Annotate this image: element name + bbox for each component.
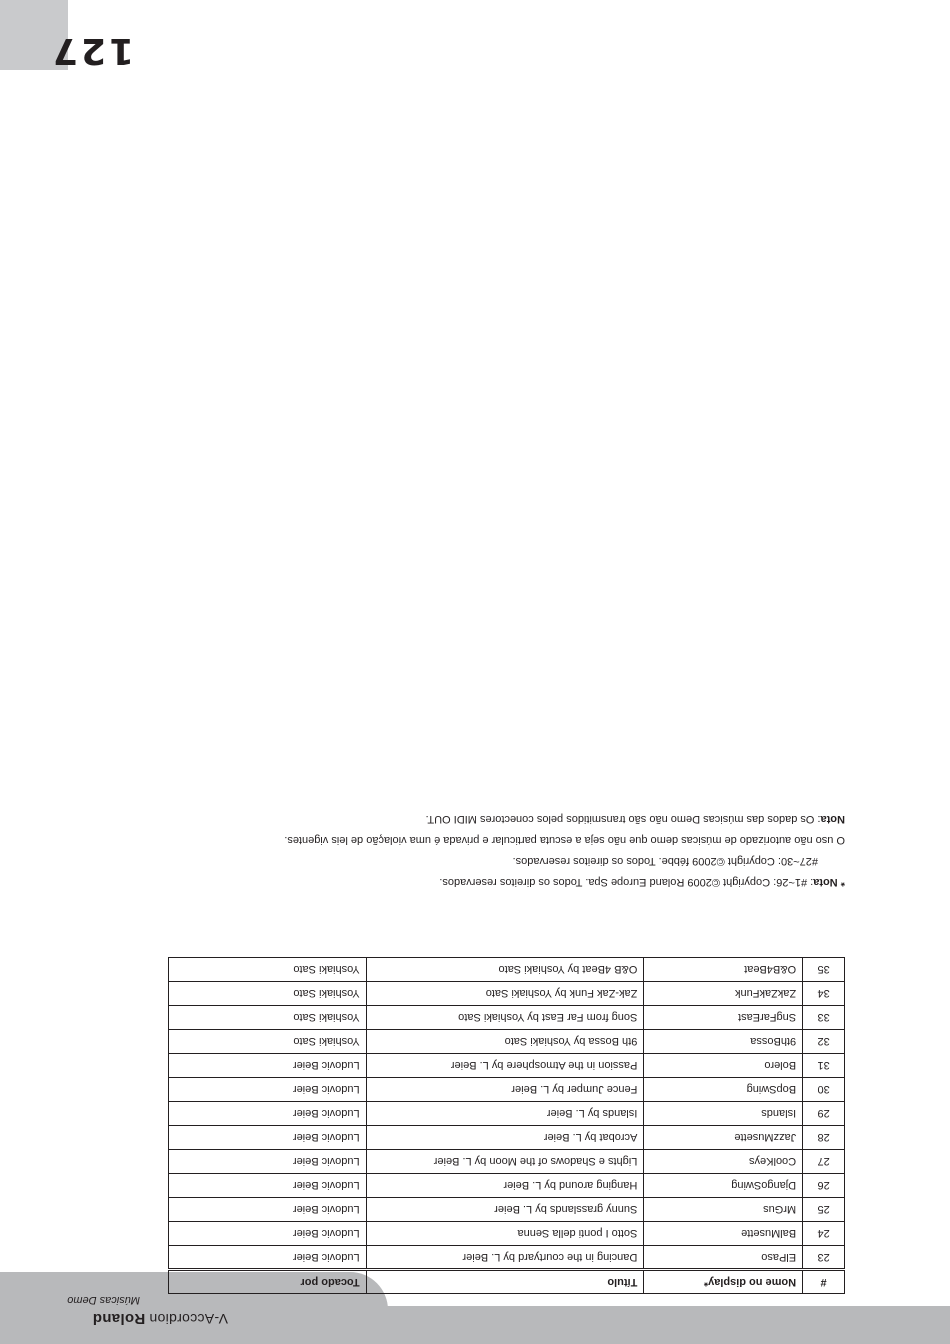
cell-title: Acrobat by L. Beier [366, 1126, 644, 1150]
cell-display-name: BalMusette [644, 1222, 803, 1246]
cell-title: Lights e Shadows of the Moon by L. Beier [366, 1150, 644, 1174]
cell-title: Song from Far East by Yoshiaki Sato [366, 1006, 644, 1030]
table-row [169, 1174, 845, 1198]
cell-player: Ludovic Beier [169, 1102, 367, 1126]
cell-display-name: CoolKeys [644, 1150, 803, 1174]
note-unauthorized-use: O uso não autorizado de músicas demo que não seja a escuta particular e privada é uma violação de leis vigentes. [284, 834, 845, 846]
cell-number: 27 [803, 1150, 845, 1174]
cell-title: Hanging around by L. Beier [366, 1174, 644, 1198]
table-row [169, 958, 845, 982]
cell-title: Islands by L. Beier [366, 1102, 644, 1126]
cell-player: Ludovic Beier [169, 1054, 367, 1078]
section-title: Músicas Demo [67, 1294, 140, 1306]
cell-display-name: JazzMusette [644, 1126, 803, 1150]
column-header-display-name: Nome no display* [644, 1270, 803, 1294]
cell-display-name: MrGus [644, 1198, 803, 1222]
cell-display-name: SngFarEast [644, 1006, 803, 1030]
cell-player: Ludovic Beier [169, 1150, 367, 1174]
cell-number: 24 [803, 1222, 845, 1246]
brand-line [93, 1310, 228, 1327]
cell-number: 33 [803, 1006, 845, 1030]
cell-display-name: O&B4Beat [644, 958, 803, 982]
cell-player: Ludovic Beier [169, 1174, 367, 1198]
cell-number: 29 [803, 1102, 845, 1126]
table-header-row [169, 1270, 845, 1294]
cell-display-name: Bolero [644, 1054, 803, 1078]
page-number: 127 [49, 30, 134, 71]
cell-number: 23 [803, 1246, 845, 1270]
cell-title: 9th Bossa by Yoshiaki Sato [366, 1030, 644, 1054]
table-row [169, 1198, 845, 1222]
table-body [169, 958, 845, 1270]
demo-songs-table [168, 957, 845, 1294]
table-row [169, 1078, 845, 1102]
cell-player: Yoshiaki Sato [169, 1006, 367, 1030]
table-row [169, 1054, 845, 1078]
cell-number: 30 [803, 1078, 845, 1102]
table-row [169, 1150, 845, 1174]
cell-display-name: BopSwing [644, 1078, 803, 1102]
cell-title: Zak-Zak Funk by Yoshiaki Sato [366, 982, 644, 1006]
column-header-title: Título [366, 1270, 644, 1294]
cell-number: 28 [803, 1126, 845, 1150]
cell-title: Passion in the Atmosphere by L. Beier [366, 1054, 644, 1078]
notes-block [125, 808, 845, 892]
cell-display-name: 9thBossa [644, 1030, 803, 1054]
product-name: V-Accordion [149, 1311, 228, 1327]
cell-player: Ludovic Beier [169, 1126, 367, 1150]
brand-logo: Roland [92, 1310, 146, 1327]
cell-player: Yoshiaki Sato [169, 1030, 367, 1054]
cell-number: 25 [803, 1198, 845, 1222]
table-row [169, 1030, 845, 1054]
cell-display-name: ZakZakFunk [644, 982, 803, 1006]
cell-player: Yoshiaki Sato [169, 958, 367, 982]
table-row [169, 1246, 845, 1270]
cell-title: Dancing in the courtyard by L. Beier [366, 1246, 644, 1270]
table-row [169, 982, 845, 1006]
cell-title: Sotto I ponti della Senna [366, 1222, 644, 1246]
cell-player: Ludovic Beier [169, 1078, 367, 1102]
cell-player: Ludovic Beier [169, 1222, 367, 1246]
cell-title: O&B 4Beat by Yoshiaki Sato [366, 958, 644, 982]
table-row [169, 1126, 845, 1150]
cell-number: 35 [803, 958, 845, 982]
cell-display-name: DjangoSwing [644, 1174, 803, 1198]
cell-number: 34 [803, 982, 845, 1006]
cell-player: Ludovic Beier [169, 1246, 367, 1270]
table-row [169, 1222, 845, 1246]
cell-number: 26 [803, 1174, 845, 1198]
cell-display-name: Islands [644, 1102, 803, 1126]
cell-number: 31 [803, 1054, 845, 1078]
note-copyright-1: * Nota: #1~26: Copyright ©2009 Roland Europe Spa. Todos os direitos reservados. [439, 876, 845, 888]
column-header-number: # [803, 1270, 845, 1294]
table-row [169, 1006, 845, 1030]
cell-title: Fence Jumper by L. Beier [366, 1078, 644, 1102]
cell-display-name: ElPaso [644, 1246, 803, 1270]
cell-title: Sunny grasslands by L. Beier [366, 1198, 644, 1222]
cell-player: Ludovic Beier [169, 1198, 367, 1222]
note-midi-out: Nota: Os dados das músicas Demo não são transmitidos pelos conectores MIDI OUT. [425, 813, 845, 825]
note-copyright-2: #27~30: Copyright ©2009 fébbe. Todos os direitos reservados. [512, 855, 818, 867]
table-row [169, 1102, 845, 1126]
cell-player: Yoshiaki Sato [169, 982, 367, 1006]
cell-number: 32 [803, 1030, 845, 1054]
column-header-player: Tocado por [169, 1270, 367, 1294]
